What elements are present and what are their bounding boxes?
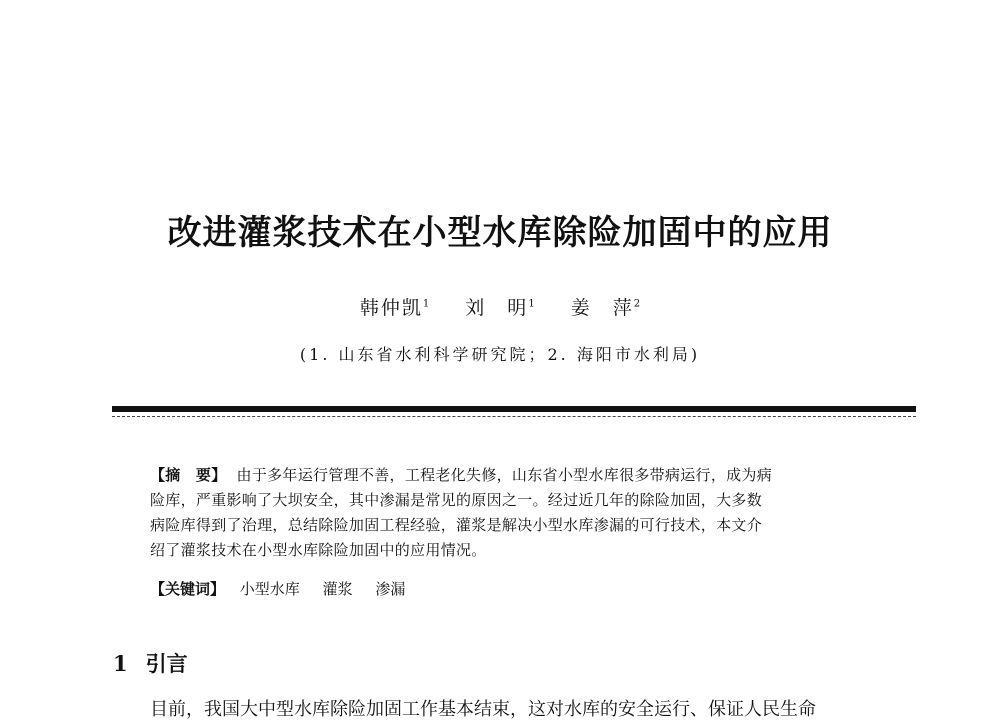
author-name: 刘 明 — [465, 297, 529, 319]
affiliation-mark: 1 — [422, 298, 430, 310]
keyword: 渗漏 — [375, 580, 406, 598]
author-name: 姜 萍 — [570, 297, 634, 319]
header-rule — [112, 406, 916, 412]
section-number: 1 — [113, 651, 128, 676]
keywords-label: 【关键词】 — [150, 580, 226, 598]
body-paragraph: 目前，我国大中型水库除险加固工作基本结束，这对水库的安全运行、保证人民生命 — [150, 699, 816, 720]
abstract-label: 【摘 要】 — [150, 466, 227, 484]
affiliations: (1. 山东省水利科学研究院；2. 海阳市水利局) — [299, 345, 701, 364]
keyword: 小型水库 — [239, 580, 300, 598]
keyword: 灌浆 — [322, 580, 353, 598]
abstract — [150, 463, 876, 563]
section-title: 引言 — [145, 651, 188, 676]
section-heading — [113, 648, 188, 678]
abstract-line: 绍了灌浆技术在小型水库除险加固中的应用情况。 — [150, 541, 487, 559]
abstract-line: 病险库得到了治理，总结除险加固工程经验，灌浆是解决小型水库渗漏的可行技术，本文介 — [150, 516, 763, 534]
keywords — [150, 577, 876, 602]
abstract-line: 险库，严重影响了大坝安全，其中渗漏是常见的原因之一。经过近几年的除险加固，大多数 — [150, 491, 763, 509]
author-3 — [571, 297, 640, 319]
header-rule-dashed — [112, 416, 916, 417]
author-1 — [360, 297, 429, 319]
affiliation-mark: 2 — [633, 298, 641, 310]
affiliation-mark: 1 — [528, 298, 535, 310]
author-list — [0, 293, 1000, 320]
paper-title: 改进灌浆技术在小型水库除险加固中的应用 — [167, 213, 833, 253]
author-2 — [465, 297, 534, 319]
author-name: 韩仲凯 — [359, 297, 423, 319]
abstract-line: 由于多年运行管理不善，工程老化失修，山东省小型水库很多带病运行，成为病 — [236, 466, 773, 484]
